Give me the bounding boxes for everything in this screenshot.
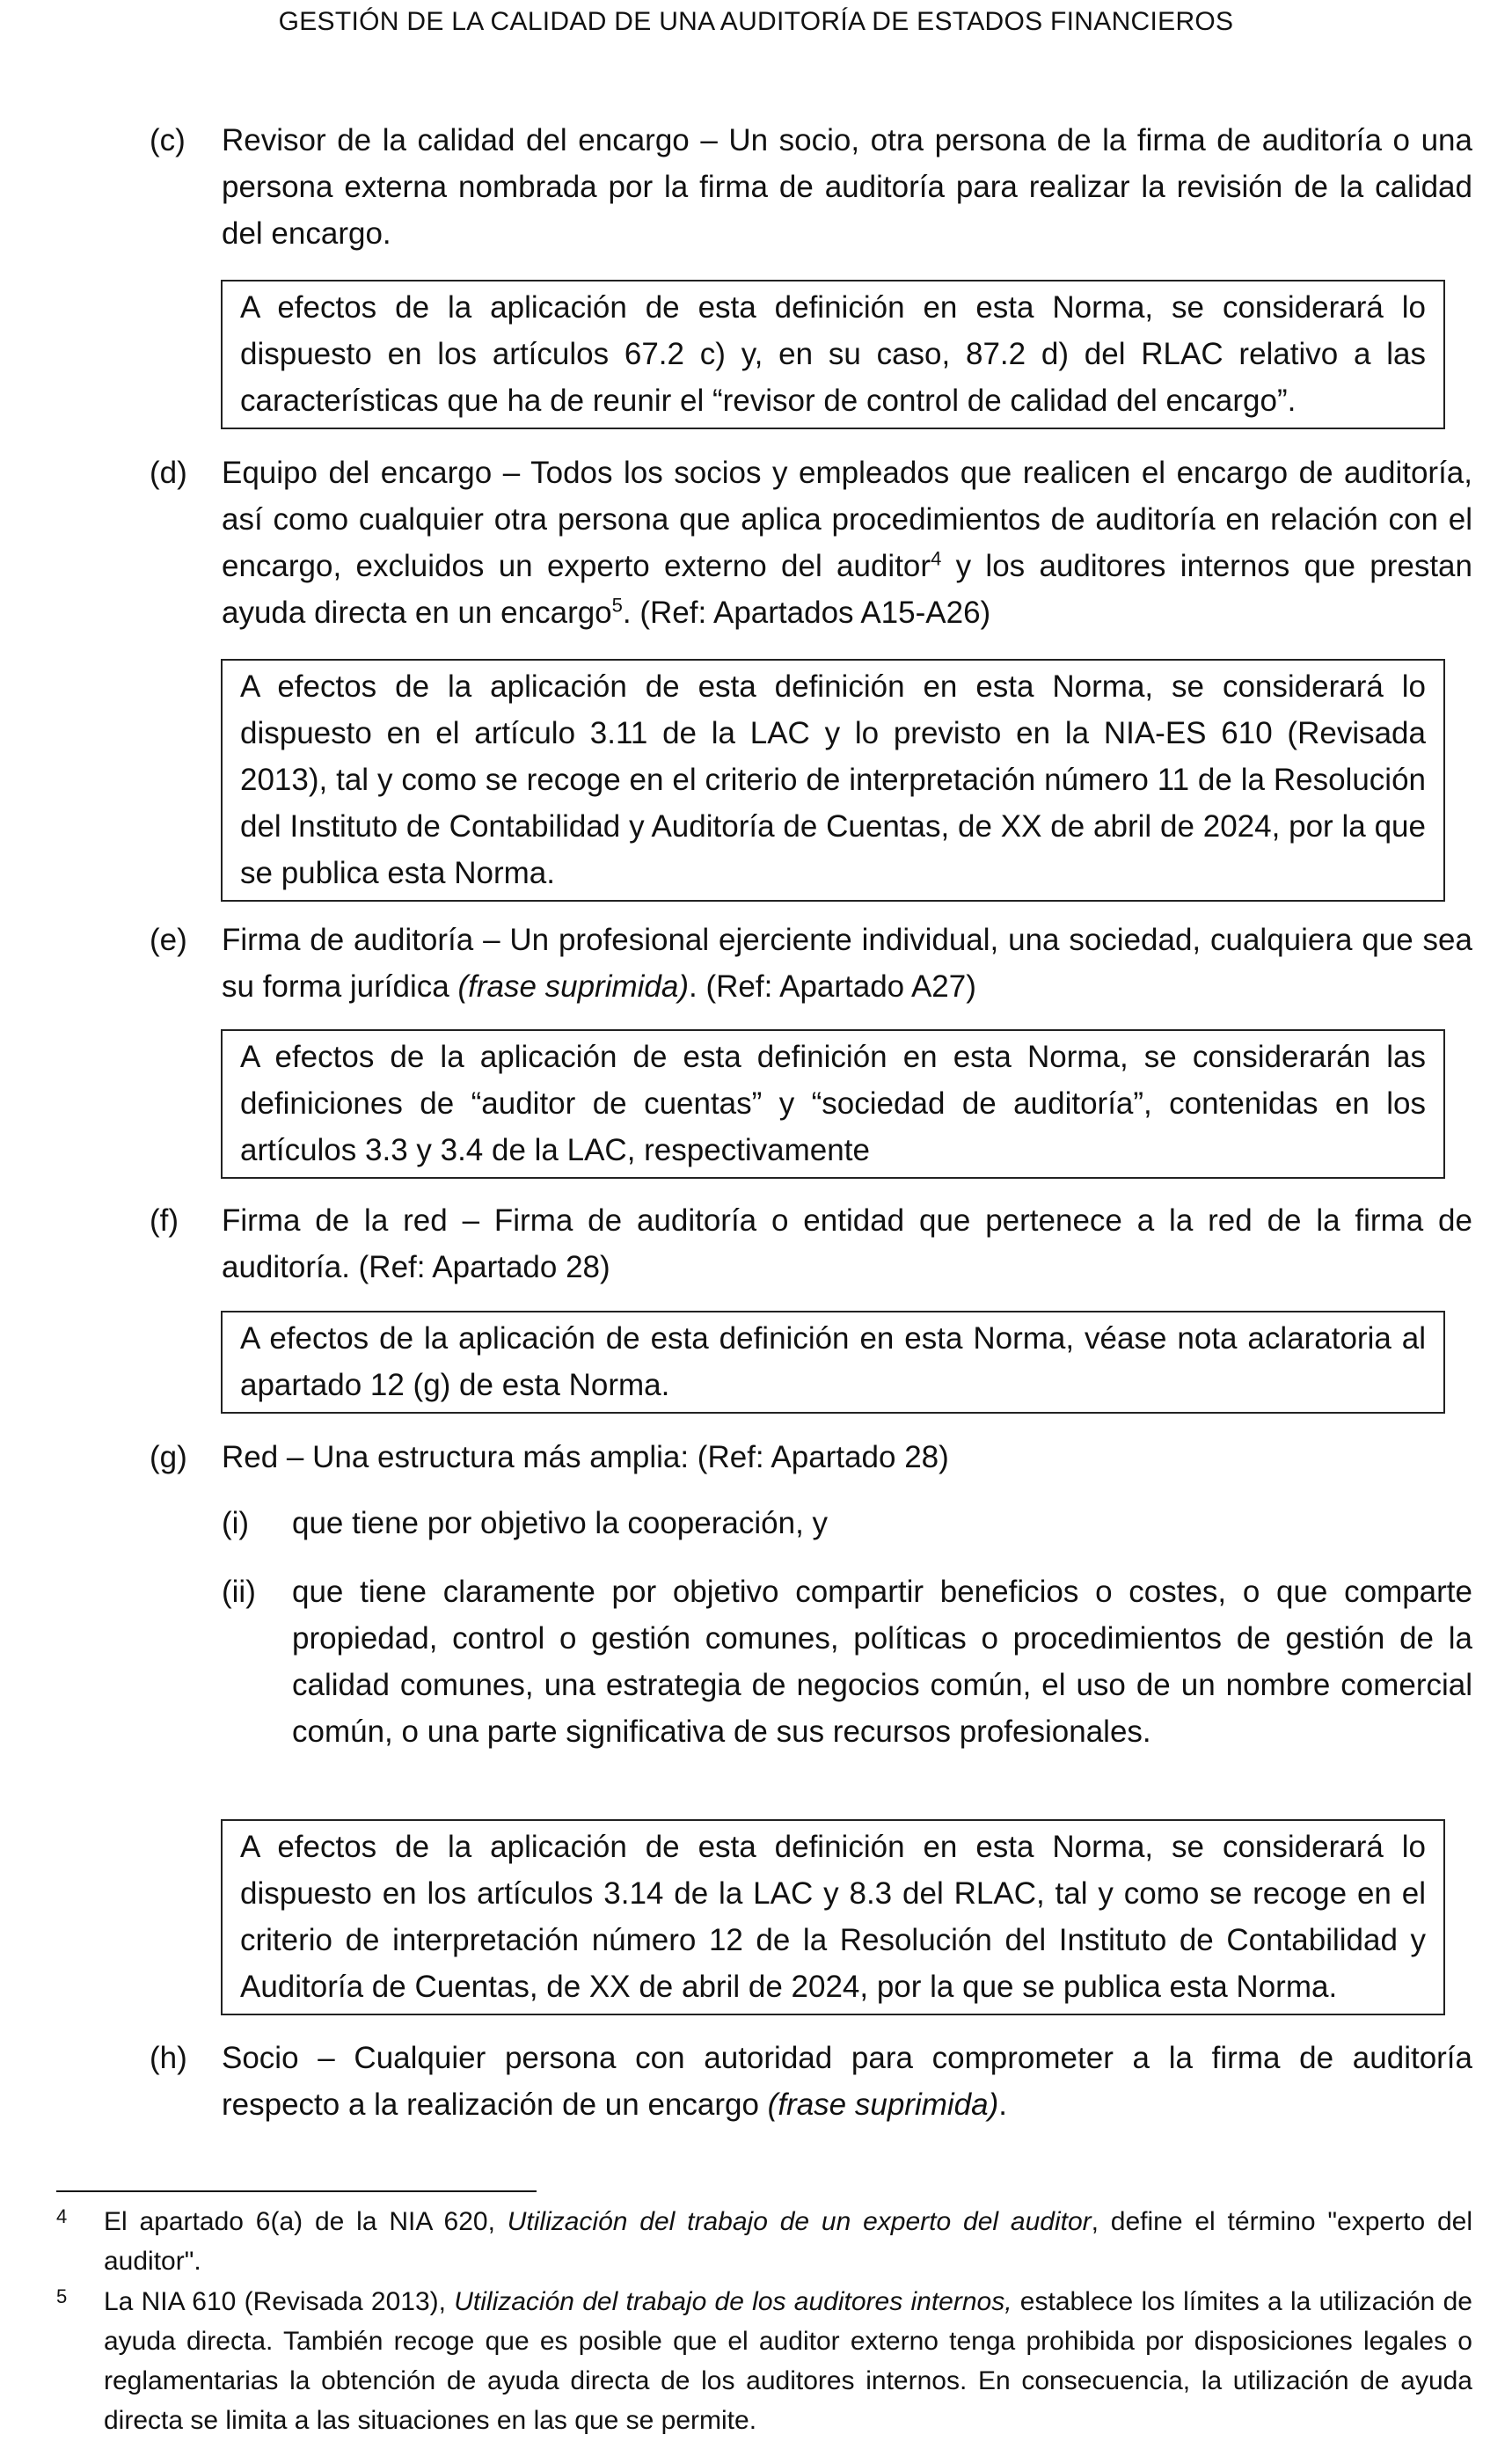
italic-note: (frase suprimida) — [767, 2087, 999, 2122]
note-box-d: A efectos de la aplicación de esta definición en esta Norma, se considerará lo dispuesto en el artículo 3.11 de la LAC y lo previsto en la NIA-ES 610 (Revisada 2013), tal y como se recoge en el criterio de interpretación número 11 de la Resolución del Instituto de Contabilidad y Auditoría de Cuentas, de XX de abril de 2024, por la que se publica esta Norma. — [221, 659, 1445, 902]
item-label: (f) — [150, 1203, 179, 1238]
item-label: (d) — [150, 456, 187, 490]
footnote-text: El apartado 6(a) de la NIA 620, Utilización del trabajo de un experto del auditor, define el término "experto del auditor". — [104, 2207, 1472, 2276]
definition-text: Firma de auditoría – Un profesional ejerciente individual, una sociedad, cualquiera que sea su forma jurídica (frase suprimida). (Ref: Apartado A27) — [222, 923, 1472, 1004]
definition-d — [150, 450, 1472, 636]
footnote-ref-5[interactable]: 5 — [611, 594, 623, 617]
sub-item-text: que tiene por objetivo la cooperación, y — [292, 1506, 829, 1540]
item-label: (c) — [150, 123, 186, 157]
sub-item-text: que tiene claramente por objetivo compartir beneficios o costes, o que comparte propiedad, control o gestión comunes, políticas o procedimientos de gestión de la calidad comunes, una estrategia de negocios común, el uso de un nombre comercial común, o una parte significativa de sus recursos profesionales. — [292, 1575, 1472, 1749]
note-box-c: A efectos de la aplicación de esta definición en esta Norma, se considerará lo dispuesto en los artículos 67.2 c) y, en su caso, 87.2 d) del RLAC relativo a las características que ha de reunir el “revisor de control de calidad del encargo”. — [221, 280, 1445, 429]
definition-f — [150, 1197, 1472, 1290]
footnote-number: 4 — [56, 2205, 68, 2227]
item-label: (h) — [150, 2041, 187, 2075]
footnote-text: La NIA 610 (Revisada 2013), Utilización del trabajo de los auditores internos, establece los límites a la utilización de ayuda directa. También recoge que es posible que el auditor externo tenga prohibida por disposiciones legales o reglamentarias la obtención de ayuda directa de los auditores internos. En consecuencia, la utilización de ayuda directa se limita a las situaciones en las que se permite. — [104, 2287, 1472, 2435]
item-label: (e) — [150, 923, 187, 957]
definition-text: Equipo del encargo – Todos los socios y empleados que realicen el encargo de auditoría, así como cualquier otra persona que aplica procedimientos de auditoría en relación con el encargo, excluidos un experto externo del auditor$^4$ y los auditores internos que prestan ayuda directa en un encargo$^5$. (Ref: Apartados A15-A26) — [222, 456, 1472, 630]
definition-text: Socio – Cualquier persona con autoridad para comprometer a la firma de auditoría respecto a la realización de un encargo (frase suprimida). — [222, 2041, 1472, 2122]
running-header: GESTIÓN DE LA CALIDAD DE UNA AUDITORÍA DE ESTADOS FINANCIEROS — [278, 7, 1234, 36]
definition-text: Firma de la red – Firma de auditoría o entidad que pertenece a la red de la firma de auditoría. (Ref: Apartado 28) — [222, 1203, 1472, 1284]
definition-c — [150, 117, 1472, 257]
footnote-4 — [56, 2202, 1472, 2281]
footnote-ref-4[interactable]: 4 — [931, 547, 942, 570]
sub-item-label: (ii) — [222, 1575, 256, 1609]
note-box-f: A efectos de la aplicación de esta definición en esta Norma, véase nota aclaratoria al apartado 12 (g) de esta Norma. — [221, 1311, 1445, 1414]
item-label: (g) — [150, 1440, 187, 1474]
sub-item-i — [222, 1500, 1472, 1546]
sub-item-ii — [222, 1568, 1472, 1755]
italic-note: (frase suprimida) — [457, 969, 690, 1004]
footnote-5 — [56, 2282, 1472, 2440]
definition-g — [150, 1434, 1472, 1481]
definition-h — [150, 2035, 1472, 2128]
definition-text: Revisor de la calidad del encargo – Un socio, otra persona de la firma de auditoría o una persona externa nombrada por la firma de auditoría para realizar la revisión de la calidad del encargo. — [222, 123, 1472, 251]
definition-e — [150, 917, 1472, 1010]
note-box-e: A efectos de la aplicación de esta definición en esta Norma, se considerarán las definiciones de “auditor de cuentas” y “sociedad de auditoría”, contenidas en los artículos 3.3 y 3.4 de la LAC, respectivamente — [221, 1029, 1445, 1179]
footnote-separator — [56, 2190, 537, 2192]
note-box-g: A efectos de la aplicación de esta definición en esta Norma, se considerará lo dispuesto en los artículos 3.14 de la LAC y 8.3 del RLAC, tal y como se recoge en el criterio de interpretación número 12 de la Resolución del Instituto de Contabilidad y Auditoría de Cuentas, de XX de abril de 2024, por la que se publica esta Norma. — [221, 1819, 1445, 2015]
footnote-number: 5 — [56, 2285, 68, 2307]
sub-item-label: (i) — [222, 1506, 250, 1540]
definition-text: Red – Una estructura más amplia: (Ref: Apartado 28) — [222, 1440, 949, 1474]
